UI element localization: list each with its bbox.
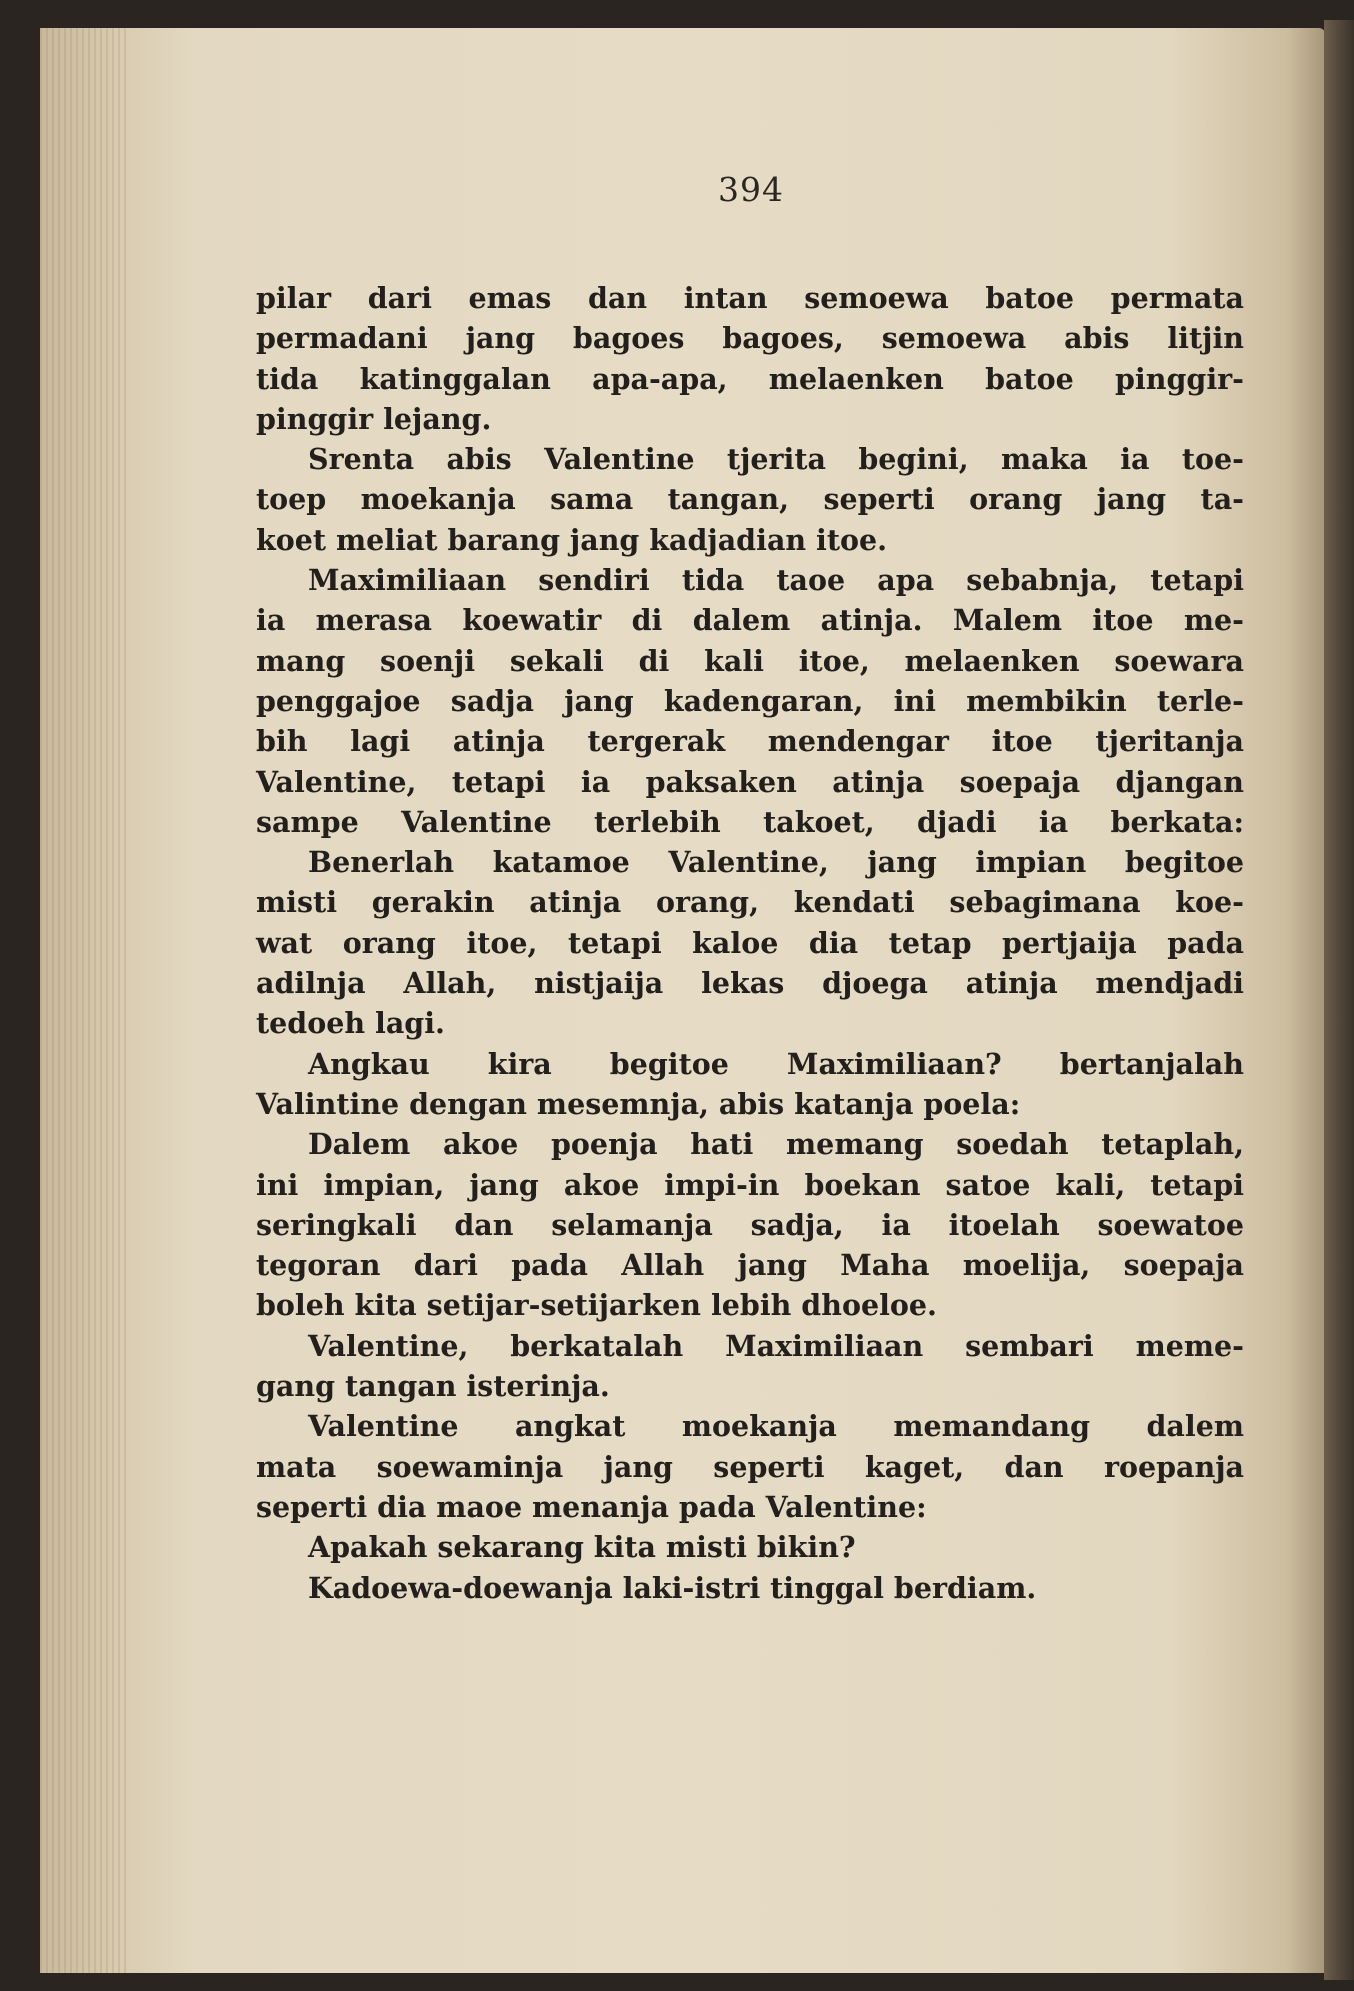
text-line: boleh kita setijar-setijarken lebih dhoeloe. bbox=[256, 1288, 937, 1323]
text-line: mang soenji sekali di kali itoe, melaenken soewara bbox=[256, 643, 1244, 678]
text-line: ini impian, jang akoe impi-in boekan satoe kali, tetapi bbox=[256, 1167, 1244, 1202]
text-line: Benerlah katamoe Valentine, jang impian begitoe bbox=[308, 845, 1244, 880]
text-line: Apakah sekarang kita misti bikin? bbox=[308, 1530, 856, 1565]
text-line: pilar dari emas dan intan semoewa batoe permata bbox=[256, 281, 1244, 315]
page-edges bbox=[40, 28, 130, 1973]
text-line: sampe Valentine terlebih takoet, djadi ia berkata: bbox=[256, 804, 1244, 839]
text-line: seperti dia maoe menanja pada Valentine: bbox=[256, 1489, 927, 1524]
text-line: tegoran dari pada Allah jang Maha moelija, soepaja bbox=[256, 1248, 1244, 1283]
text-line: ia merasa koewatir di dalem atinja. Malem itoe me- bbox=[256, 603, 1244, 638]
text-line: tedoeh lagi. bbox=[256, 1006, 445, 1041]
text-line: Srenta abis Valentine tjerita begini, maka ia toe- bbox=[308, 442, 1244, 477]
text-line: Valentine, berkatalah Maximiliaan sembari meme- bbox=[308, 1328, 1244, 1363]
body-text bbox=[256, 278, 1244, 1608]
text-line: mata soewaminja jang seperti kaget, dan roepanja bbox=[256, 1449, 1244, 1484]
text-line: Maximiliaan sendiri tida taoe apa sebabnja, tetapi bbox=[308, 563, 1244, 598]
text-line: tida katinggalan apa-apa, melaenken batoe pinggir- bbox=[256, 361, 1244, 396]
text-line: Kadoewa-doewanja laki-istri tinggal berdiam. bbox=[308, 1570, 1037, 1605]
book-spine bbox=[1324, 20, 1354, 1980]
text-line: adilnja Allah, nistjaija lekas djoega atinja mendjadi bbox=[256, 966, 1244, 1001]
text-line: koet meliat barang jang kadjadian itoe. bbox=[256, 522, 888, 557]
text-line: seringkali dan selamanja sadja, ia itoelah soewatoe bbox=[256, 1207, 1244, 1242]
text-line: Valentine angkat moekanja memandang dalem bbox=[308, 1409, 1244, 1444]
text-line: penggajoe sadja jang kadengaran, ini membikin terle- bbox=[256, 683, 1244, 718]
text-line: Angkau kira begitoe Maximiliaan? bertanjalah bbox=[308, 1046, 1244, 1081]
text-line: bih lagi atinja tergerak mendengar itoe tjeritanja bbox=[256, 724, 1244, 759]
text-line: misti gerakin atinja orang, kendati sebagimana koe- bbox=[256, 885, 1244, 920]
text-line: permadani jang bagoes bagoes, semoewa abis litjin bbox=[256, 321, 1244, 356]
text-line: Valentine, tetapi ia paksaken atinja soepaja djangan bbox=[256, 764, 1244, 799]
text-line: Valintine dengan mesemnja, abis katanja poela: bbox=[256, 1086, 1021, 1121]
text-line: Dalem akoe poenja hati memang soedah tetaplah, bbox=[308, 1127, 1244, 1162]
text-line: gang tangan isterinja. bbox=[256, 1369, 610, 1404]
page-number: 394 bbox=[718, 170, 784, 209]
text-line: toep moekanja sama tangan, seperti orang jang ta- bbox=[256, 482, 1244, 517]
text-line: wat orang itoe, tetapi kaloe dia tetap pertjaija pada bbox=[256, 925, 1244, 960]
text-line: pinggir lejang. bbox=[256, 401, 492, 436]
